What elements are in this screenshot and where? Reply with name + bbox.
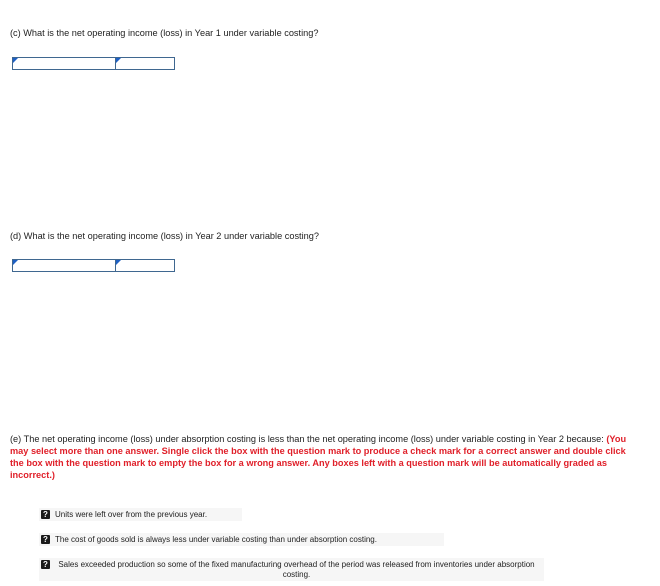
question-mark-checkbox-icon[interactable]: ? [41,535,50,544]
question-c-text: (c) What is the net operating income (loss) in Year 1 under variable costing? [10,28,319,38]
answer-choice-2-text: The cost of goods sold is always less under variable costing than under absorption costing. [55,535,377,544]
question-e-text [10,433,640,481]
answer-choice-2 [39,533,444,546]
flag-icon [13,58,18,63]
question-c-label-dropdown[interactable] [13,58,116,69]
flag-icon [13,260,18,265]
question-c-answer-row [12,57,175,70]
question-mark-checkbox-icon[interactable]: ? [41,560,50,569]
answer-choice-1-text: Units were left over from the previous year. [55,510,208,519]
answer-choice-1 [39,508,242,521]
question-d-amount-input[interactable] [116,260,174,271]
question-e-prompt: (e) The net operating income (loss) under absorption costing is less than the net operating income (loss) under variable costing in Year 2 because: [10,434,607,444]
question-e-instructions: (You may select more than one answer. Single click the box with the question mark to produce a check mark for a correct answer and double click the box with the question mark to empty the box for a wrong answer. Any boxes left with a question mark will be automatically graded as incorrect.) [10,434,627,480]
answer-choice-3 [39,558,544,581]
question-c-amount-input[interactable] [116,58,174,69]
question-d-answer-row [12,259,175,272]
question-d-label-dropdown[interactable] [13,260,116,271]
flag-icon [116,58,121,63]
question-mark-checkbox-icon[interactable]: ? [41,510,50,519]
flag-icon [116,260,121,265]
answer-choice-3-text: Sales exceeded production so some of the fixed manufacturing overhead of the period was released from inventories under absorption costing. [58,560,535,579]
question-d-text: (d) What is the net operating income (loss) in Year 2 under variable costing? [10,231,319,241]
